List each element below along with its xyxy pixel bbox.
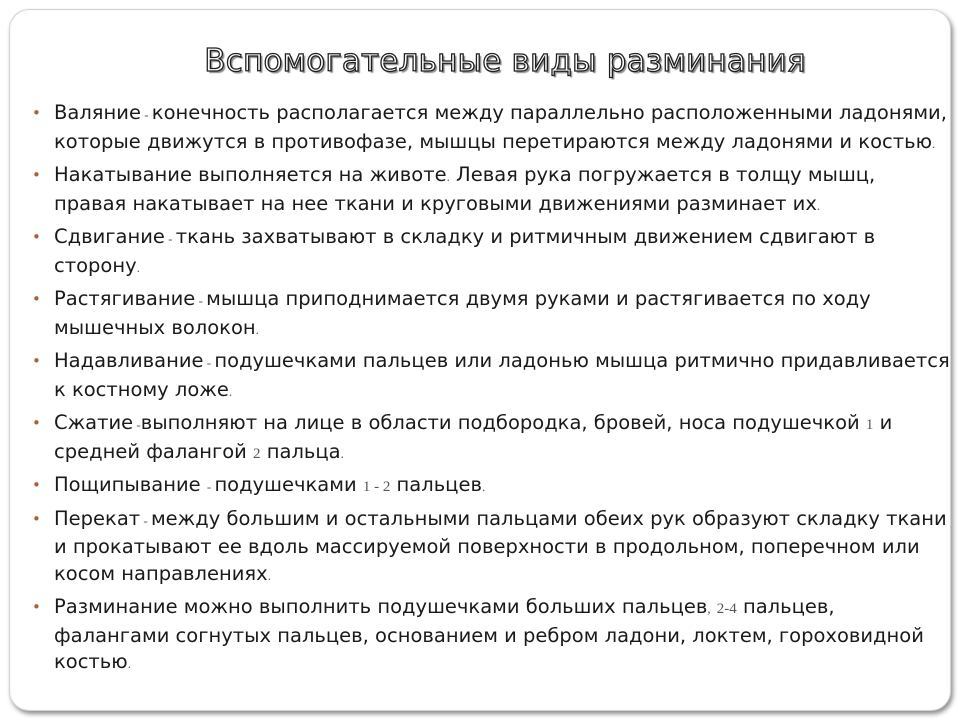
item-text: пальцев, фалангами согнутых пальцев, основанием и ребром ладони, локтем, гороховидной костью — [54, 595, 924, 673]
item-text: Левая рука погружается в толщу мышц, правая накатывает на нее ткани и круговыми движениями разминает их — [54, 163, 876, 215]
slide-title: Вспомогательные виды разминания — [204, 43, 806, 79]
bullet-icon: • — [32, 476, 41, 494]
list-item — [10, 472, 950, 501]
item-separator: - — [164, 231, 176, 246]
item-separator: . — [446, 169, 450, 184]
bullet-icon: • — [32, 290, 41, 308]
bullet-icon: • — [32, 598, 41, 616]
item-separator: - — [203, 355, 215, 370]
item-term: Сдвигание — [54, 225, 165, 248]
item-number: 1 — [865, 417, 874, 433]
item-end: . — [267, 567, 271, 583]
item-term: Накатывание выполняется на животе — [54, 163, 447, 186]
list-item — [10, 348, 950, 405]
item-text: пальцев — [396, 473, 482, 496]
bullet-icon: • — [32, 509, 41, 528]
item-separator: - — [206, 479, 215, 494]
item-number: 2-4 — [716, 601, 737, 617]
list-item — [10, 162, 950, 219]
item-term: Надавливание — [54, 349, 204, 372]
item-end: . — [932, 135, 936, 151]
item-end: . — [255, 321, 259, 337]
item-separator: - — [140, 512, 151, 528]
list-item — [10, 286, 950, 343]
list-item — [10, 506, 950, 590]
item-end: . — [340, 445, 344, 461]
item-text: пальца — [266, 439, 341, 463]
item-text: и средней фалангой — [54, 411, 893, 463]
item-text: конечность располагается между параллельно расположенными ладонями, которые движутся в противофазе, мышцы перетираются между ладонями и костью — [54, 101, 947, 153]
item-end: . — [127, 656, 131, 671]
item-term: Пощипывание — [54, 473, 207, 496]
item-text: подушечками — [214, 473, 357, 496]
item-separator: - — [133, 417, 141, 432]
item-separator: - — [140, 107, 152, 122]
list-item — [10, 594, 950, 678]
slide-frame — [9, 9, 951, 711]
item-term: Валяние — [54, 101, 141, 124]
item-end: . — [136, 259, 140, 275]
list-item — [10, 100, 950, 157]
bullet-list — [10, 100, 950, 683]
item-term: Разминание можно выполнить подушечками больших пальцев — [54, 595, 708, 618]
item-number: 1 - 2 — [362, 479, 391, 495]
bullet-icon: • — [32, 414, 41, 432]
item-number: 2 — [253, 445, 261, 462]
item-term: Сжатие — [54, 411, 134, 434]
item-term: Растягивание — [54, 287, 196, 310]
list-item — [10, 224, 950, 281]
bullet-icon: • — [32, 166, 41, 184]
item-text: между большим и остальными пальцами обеих рук образуют складку ткани и прокатывают ее вдоль массируемой поверхности в продольном, поперечном или косом направлениях — [54, 506, 947, 585]
bullet-icon: • — [32, 352, 41, 370]
item-separator: , — [707, 601, 711, 616]
item-end: . — [816, 197, 821, 213]
item-text: выполняют на лице в области подбородка, бровей, носа подушечкой — [140, 411, 860, 434]
list-item — [10, 410, 950, 467]
item-end: . — [481, 479, 486, 494]
item-end: . — [228, 383, 233, 399]
bullet-icon: • — [32, 104, 41, 122]
item-text: подушечками пальцев или ладонью мышца ритмично придавливается к костному ложе — [54, 349, 950, 401]
item-text: мышца приподнимается двумя руками и растягивается по ходу мышечных волокон — [54, 287, 871, 339]
bullet-icon: • — [32, 228, 41, 246]
item-separator: - — [195, 293, 207, 308]
item-term: Перекат — [54, 506, 141, 530]
item-text: ткань захватывают в складку и ритмичным движением сдвигают в сторону — [54, 225, 876, 277]
